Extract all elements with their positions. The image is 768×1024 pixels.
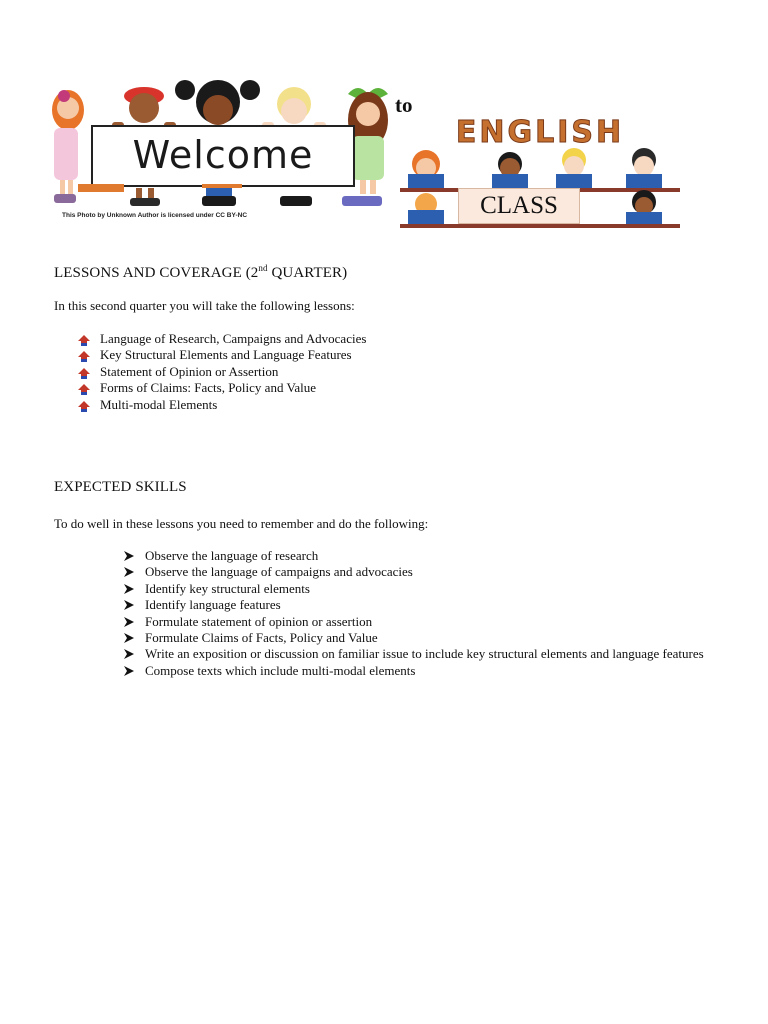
lessons-intro: In this second quarter you will take the following lessons: <box>54 298 355 313</box>
arrowhead-bullet-icon <box>124 617 134 627</box>
skills-heading: EXPECTED SKILLS <box>54 479 187 495</box>
lesson-item-text: Key Structural Elements and Language Features <box>100 347 352 363</box>
lessons-list <box>78 331 366 413</box>
skill-item-text: Write an exposition or discussion on familiar issue to include key structural elements and language features <box>145 646 704 662</box>
list-item <box>124 564 704 580</box>
arrowhead-bullet-icon <box>124 666 134 676</box>
list-item <box>78 364 366 380</box>
list-item <box>124 548 704 564</box>
lesson-item-text: Language of Research, Campaigns and Advocacies <box>100 331 367 346</box>
lesson-item-text: Forms of Claims: Facts, Policy and Value <box>100 380 317 396</box>
arrowhead-bullet-icon <box>124 649 134 659</box>
skills-list <box>124 548 704 679</box>
arrow-bullet-icon <box>78 384 90 395</box>
list-item <box>124 581 704 597</box>
skill-item-text: Observe the language of research <box>145 548 319 563</box>
list-item <box>124 614 704 630</box>
lessons-heading-tail: QUARTER) <box>267 265 348 281</box>
list-item <box>78 397 366 413</box>
lesson-item-text: Statement of Opinion or Assertion <box>100 363 279 379</box>
lessons-heading-sup: nd <box>258 263 268 273</box>
arrowhead-bullet-icon <box>124 600 134 610</box>
arrow-bullet-icon <box>78 368 90 379</box>
skill-item-text: Identify key structural elements <box>145 580 310 596</box>
lessons-heading-text: LESSONS AND COVERAGE (2 <box>54 265 259 281</box>
welcome-sign-text: Welcome <box>132 133 314 177</box>
lessons-heading <box>54 263 347 282</box>
skills-intro: To do well in these lessons you need to remember and do the following: <box>54 516 429 531</box>
skill-item-text: Identify language features <box>145 597 281 613</box>
list-item <box>78 380 366 396</box>
arrowhead-bullet-icon <box>124 584 134 594</box>
skill-item-text: Observe the language of campaigns and advocacies <box>145 564 413 580</box>
arrow-bullet-icon <box>78 335 90 346</box>
photo-credit: This Photo by Unknown Author is licensed under CC BY-NC <box>62 212 248 219</box>
english-lettering <box>404 112 676 152</box>
lesson-item-text: Multi-modal Elements <box>100 396 218 412</box>
arrow-bullet-icon <box>78 351 90 362</box>
skill-item-text: Compose texts which include multi-modal elements <box>145 662 416 678</box>
list-item <box>124 646 704 662</box>
svg-text:ENGLISH: ENGLISH <box>455 115 625 150</box>
arrowhead-bullet-icon <box>124 551 134 561</box>
banner-to-word: to <box>395 93 413 117</box>
list-item <box>124 597 704 613</box>
list-item <box>124 630 704 646</box>
arrowhead-bullet-icon <box>124 633 134 643</box>
arrow-bullet-icon <box>78 401 90 412</box>
list-item <box>78 347 366 363</box>
class-label: CLASS <box>458 188 580 224</box>
list-item <box>78 331 366 347</box>
arrowhead-bullet-icon <box>124 567 134 577</box>
skill-item-text: Formulate Claims of Facts, Policy and Value <box>145 629 378 645</box>
skill-item-text: Formulate statement of opinion or assertion <box>145 613 373 629</box>
list-item <box>124 663 704 679</box>
